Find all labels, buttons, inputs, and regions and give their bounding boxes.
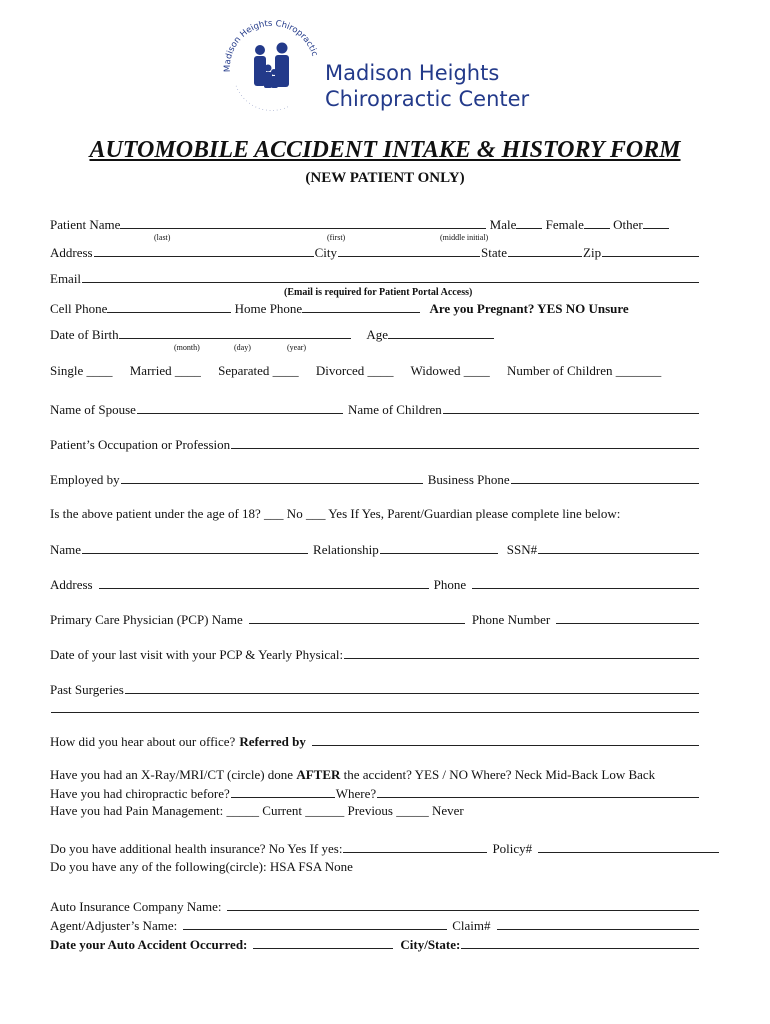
guardian-line <box>50 541 700 558</box>
address-label: Address <box>50 245 93 260</box>
form-title: AUTOMOBILE ACCIDENT INTAKE & HISTORY FORM <box>89 137 681 163</box>
where-label: Where? <box>335 786 377 801</box>
pcp-line <box>50 611 700 628</box>
logo-arc-text-lower: · · · · · · · · · · · · · · · · · · <box>232 84 291 115</box>
age-label: Age <box>366 327 389 342</box>
zip-label: Zip <box>583 245 602 260</box>
divorced-option: Divorced ____ <box>315 363 394 378</box>
past-surgeries-line-2 <box>50 700 700 713</box>
home-phone-label: Home Phone <box>234 301 303 316</box>
widowed-option: Widowed ____ <box>410 363 490 378</box>
dob-line <box>50 326 494 343</box>
dob-label: Date of Birth <box>50 327 119 342</box>
children-label: Name of Children <box>347 402 442 417</box>
sub-month: (month) <box>174 343 200 352</box>
address-line <box>50 244 700 261</box>
city-state-label: City/State: <box>400 937 461 952</box>
occupation-label: Patient’s Occupation or Profession <box>50 437 231 452</box>
referred-by-label: Referred by <box>239 734 306 749</box>
past-surgeries-line <box>50 681 700 698</box>
ssn-label: SSN# <box>506 542 538 557</box>
sub-year: (year) <box>287 343 307 352</box>
email-line <box>50 270 700 287</box>
last-visit-line <box>50 646 700 663</box>
guardian-address-line <box>50 576 700 593</box>
policy-label: Policy# <box>492 841 533 856</box>
separated-option: Separated ____ <box>218 363 299 378</box>
employed-label: Employed by <box>50 472 120 487</box>
guardian-address-label: Address <box>50 577 93 592</box>
auto-insurance-line <box>50 898 700 915</box>
logo-arc-text: Madison Heights Chiropractic <box>222 18 320 73</box>
other-label: Other <box>613 217 643 232</box>
guardian-phone-label: Phone <box>433 577 467 592</box>
pregnant-question: Are you Pregnant? YES NO Unsure <box>429 301 629 316</box>
family-figures-icon <box>254 43 289 89</box>
xray-after: AFTER <box>296 767 341 782</box>
email-note: (Email is required for Patient Portal Access) <box>284 287 473 298</box>
male-label: Male <box>489 217 517 232</box>
employed-line <box>50 471 700 488</box>
number-of-children: Number of Children _______ <box>507 363 662 378</box>
cell-phone-label: Cell Phone <box>50 301 108 316</box>
xray-text-a: Have you had an X-Ray/MRI/CT (circle) done <box>50 767 294 782</box>
marital-status-line <box>50 363 661 379</box>
email-label: Email <box>50 271 82 286</box>
agent-line <box>50 917 700 934</box>
xray-question <box>50 767 655 783</box>
claim-label: Claim# <box>452 918 491 933</box>
phone-line <box>50 300 629 317</box>
under-18-question: Is the above patient under the age of 18? ___ No ___ Yes If Yes, Parent/Guardian please complete line below: <box>50 506 621 521</box>
pcp-name-label: Primary Care Physician (PCP) Name <box>50 612 243 627</box>
clinic-logo <box>216 14 326 124</box>
accident-date-label: Date your Auto Accident Occurred: <box>50 937 248 952</box>
sub-last: (last) <box>154 233 171 242</box>
state-label: State <box>481 245 508 260</box>
spouse-line <box>50 401 700 418</box>
sub-middle: (middle initial) <box>440 233 489 242</box>
pain-management-line: Have you had Pain Management: _____ Current ______ Previous _____ Never <box>50 803 464 818</box>
relationship-label: Relationship <box>313 542 379 557</box>
pcp-phone-label: Phone Number <box>471 612 551 627</box>
accident-date-line <box>50 936 700 953</box>
additional-insurance-label: Do you have additional health insurance? No Yes If yes: <box>50 841 343 856</box>
clinic-name-line1: Madison Heights <box>325 61 500 85</box>
chiro-before-label: Have you had chiropractic before? <box>50 786 230 801</box>
female-label: Female <box>545 217 584 232</box>
guardian-name-label: Name <box>50 542 82 557</box>
past-surgeries-label: Past Surgeries <box>50 682 124 697</box>
last-visit-label: Date of your last visit with your PCP & Yearly Physical: <box>50 647 344 662</box>
hsa-fsa-line: Do you have any of the following(circle): HSA FSA None <box>50 859 353 874</box>
agent-label: Agent/Adjuster’s Name: <box>50 918 178 933</box>
referral-line <box>50 733 700 750</box>
hear-label: How did you hear about our office? <box>50 734 236 749</box>
clinic-name <box>325 60 529 112</box>
svg-text:Madison Heights Chiropractic <box>223 19 320 72</box>
sub-day: (day) <box>234 343 251 352</box>
clinic-name-line2: Chiropractic Center <box>325 87 530 111</box>
auto-insurance-label: Auto Insurance Company Name: <box>50 899 222 914</box>
form-subtitle: (NEW PATIENT ONLY) <box>305 170 465 186</box>
xray-text-b: the accident? YES / NO Where? Neck Mid-Back Low Back <box>343 767 656 782</box>
chiropractic-before-line <box>50 785 700 802</box>
patient-name-line <box>50 216 669 233</box>
business-phone-label: Business Phone <box>427 472 510 487</box>
additional-insurance-line <box>50 840 720 857</box>
svg-text:· · · · · · · · · · · · · · · <box>232 84 290 114</box>
sub-first: (first) <box>327 233 346 242</box>
occupation-line <box>50 436 700 453</box>
single-option: Single ____ <box>50 363 113 378</box>
city-label: City <box>314 245 338 260</box>
spouse-label: Name of Spouse <box>50 402 136 417</box>
patient-name-label: Patient Name <box>50 217 121 232</box>
married-option: Married ____ <box>129 363 201 378</box>
